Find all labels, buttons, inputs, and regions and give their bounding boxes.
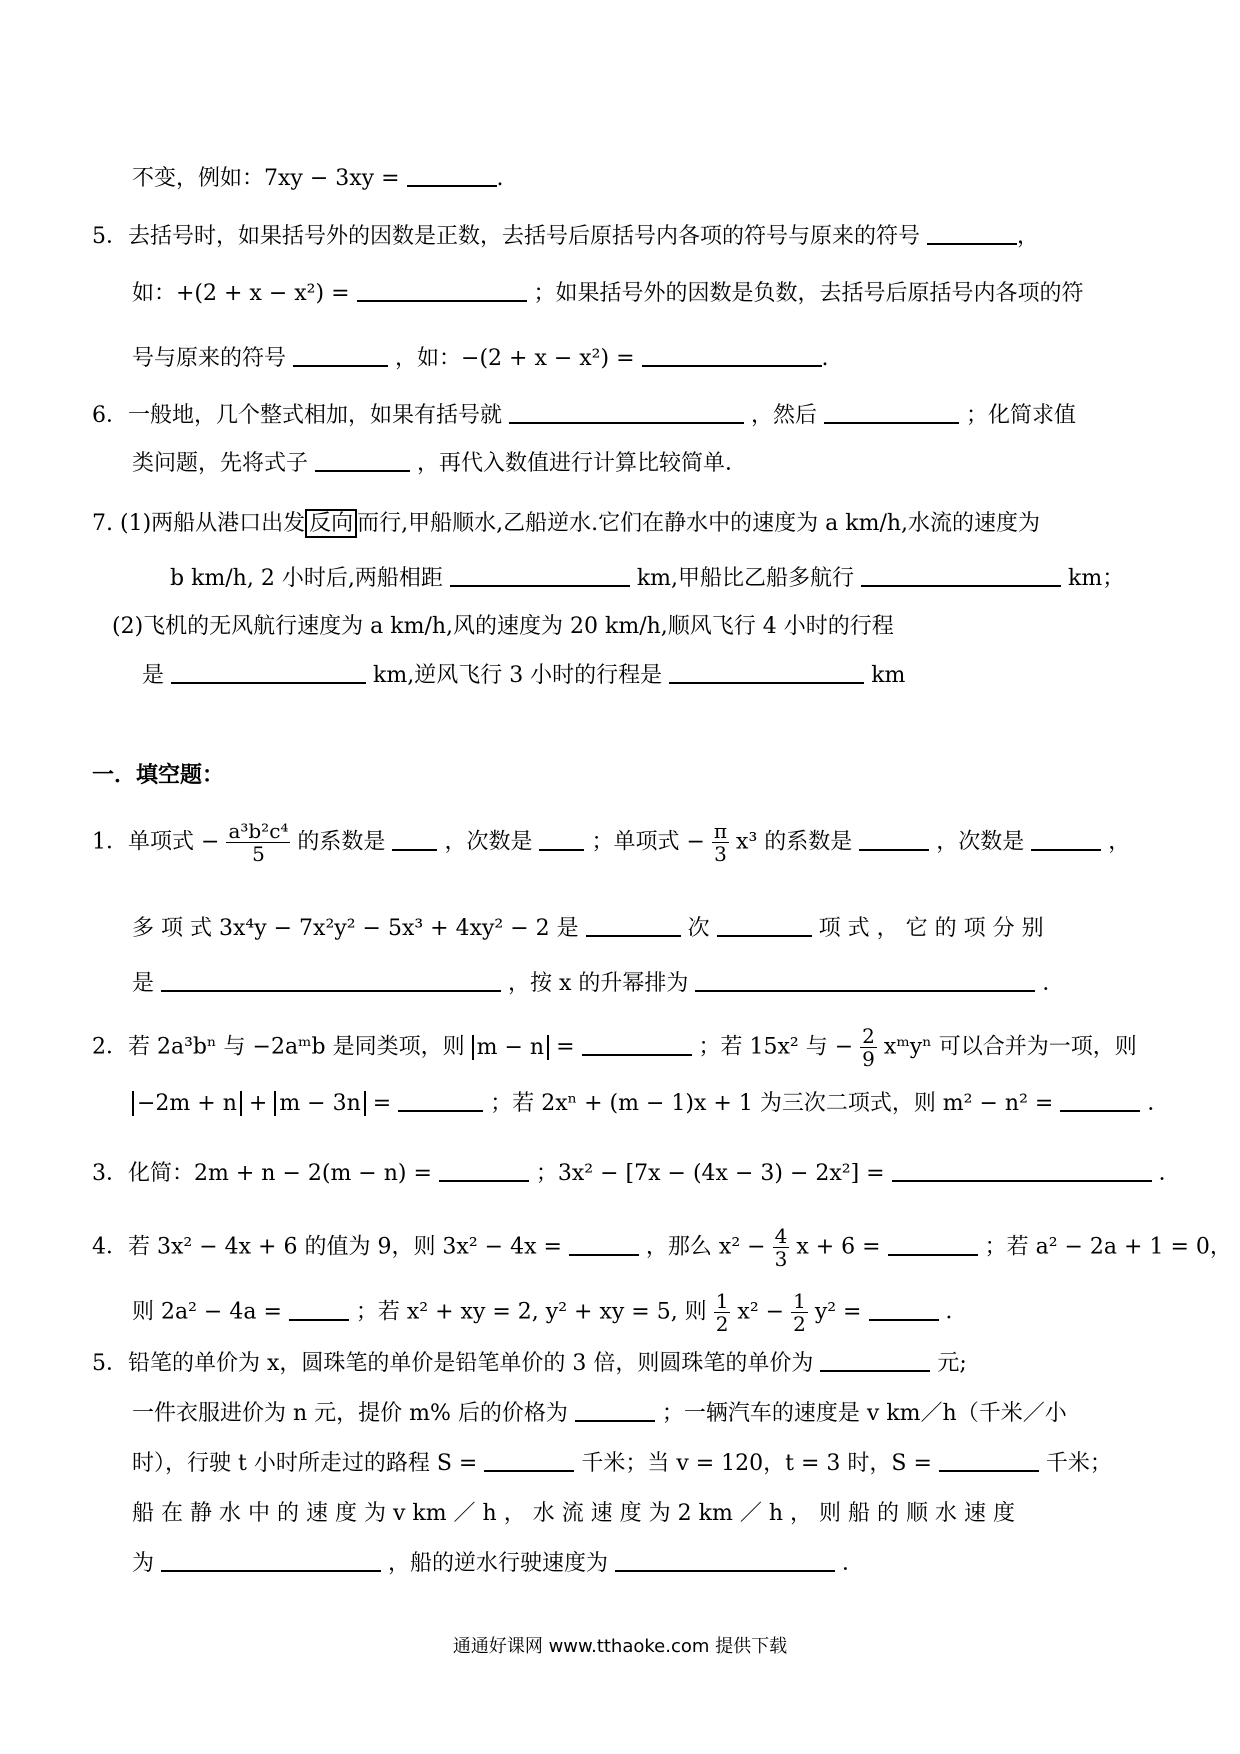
fraction	[860, 1025, 877, 1070]
q-text: ．	[1158, 1161, 1181, 1186]
answer-blank[interactable]	[161, 970, 501, 992]
q-text: 次	[687, 916, 710, 941]
q-text: 的系数是	[297, 829, 386, 855]
fraction-numerator: 4	[774, 1224, 788, 1248]
q-text: ；若 2xⁿ + (m − 1)x + 1 为三次二项式，则 m² − n² =	[490, 1091, 1054, 1116]
fraction-numerator: 2	[862, 1024, 875, 1048]
question-4-line-2	[132, 1290, 968, 1335]
q-text: ；若 a² − 2a + 1 = 0，	[984, 1234, 1232, 1260]
q-text: ，次数是	[936, 829, 1025, 855]
q-text: ，次数是	[444, 829, 533, 855]
q-text: ．	[945, 1299, 968, 1325]
fraction-numerator: 1	[715, 1289, 729, 1313]
q-text: 1．单项式 −	[92, 829, 220, 855]
answer-blank[interactable]	[484, 1450, 574, 1472]
q-text: x + 6 =	[796, 1234, 881, 1260]
text-line	[92, 510, 1040, 538]
line-text: ；如果括号外的因数是负数，去括号后原括号内各项的符	[533, 281, 1084, 306]
answer-blank[interactable]	[615, 1550, 835, 1572]
answer-blank[interactable]	[939, 1450, 1039, 1472]
question-1-line-1	[92, 820, 1130, 865]
answer-blank[interactable]	[569, 1234, 639, 1256]
answer-blank[interactable]	[582, 1034, 692, 1056]
q-text: ．	[1042, 971, 1065, 996]
q-text: ；若 15x² 与 −	[698, 1034, 854, 1060]
fraction	[791, 1290, 808, 1335]
fraction	[773, 1225, 790, 1270]
question-5-line-5	[132, 1550, 864, 1578]
answer-blank[interactable]	[869, 1299, 939, 1321]
answer-blank[interactable]	[161, 1550, 381, 1572]
question-5-line-3	[132, 1450, 1112, 1478]
q-text: ；3x² − [7x − (4x − 3) − 2x²] =	[535, 1161, 885, 1186]
fraction	[714, 1290, 731, 1335]
q-text: +	[248, 1091, 268, 1116]
fraction	[712, 820, 729, 865]
q-text: ，	[1108, 829, 1131, 855]
absolute-value: m − 3n	[274, 1091, 365, 1116]
q-text: 一件衣服进价为 n 元，提价 m% 后的价格为	[132, 1401, 568, 1426]
answer-blank[interactable]	[357, 280, 527, 302]
answer-blank[interactable]	[824, 402, 959, 424]
q-text: =	[372, 1091, 392, 1116]
question-1-line-3	[132, 970, 1064, 998]
fraction-numerator: a³b²c⁴	[228, 819, 289, 843]
question-2-line-2	[132, 1090, 1169, 1118]
absolute-value: m − n	[472, 1035, 549, 1060]
text-line	[132, 280, 1084, 308]
q-text: 5．铅笔的单价为 x，圆珠笔的单价是铅笔单价的 3 倍，则圆珠笔的单价为	[92, 1351, 814, 1376]
line-text: km,甲船比乙船多航行	[636, 566, 855, 591]
line-text: 号与原来的符号	[132, 346, 287, 371]
q-text: x² −	[737, 1299, 785, 1325]
answer-blank[interactable]	[892, 1160, 1152, 1182]
question-5-line-4	[132, 1500, 1015, 1528]
q-text: 项 式 ， 它 的 项 分 别	[818, 916, 1044, 941]
question-5-line-2	[132, 1400, 1067, 1428]
line-text: 5．去括号时，如果括号外的因数是正数，去括号后原括号内各项的符号与原来的符号	[92, 224, 920, 249]
answer-blank[interactable]	[927, 223, 1017, 245]
answer-blank[interactable]	[1031, 829, 1101, 851]
question-2-line-1	[92, 1025, 1137, 1070]
answer-blank[interactable]	[315, 450, 410, 472]
answer-blank[interactable]	[888, 1234, 978, 1256]
answer-blank[interactable]	[392, 829, 437, 851]
answer-blank[interactable]	[1060, 1090, 1140, 1112]
line-text: 而行,甲船顺水,乙船逆水.它们在静水中的速度为 a km/h,水流的速度为	[357, 511, 1041, 536]
answer-blank[interactable]	[695, 970, 1035, 992]
text-line	[142, 662, 905, 690]
answer-blank[interactable]	[539, 829, 584, 851]
q-text: y² =	[814, 1299, 862, 1325]
q-text: =	[556, 1034, 575, 1060]
q-text: 船 在 静 水 中 的 速 度 为 v km ／ h ， 水 流 速 度 为 2 km ／ h ， 则 船 的 顺 水 速 度	[132, 1501, 1015, 1526]
text-line	[132, 450, 747, 478]
question-3-line-1	[92, 1160, 1181, 1188]
line-text: ，再代入数值进行计算比较简单．	[417, 451, 748, 476]
q-text: x³ 的系数是	[736, 829, 853, 855]
q-text: 千米；	[1045, 1451, 1112, 1476]
q-text: ；单项式 −	[591, 829, 705, 855]
q-text: ，那么 x² −	[645, 1234, 766, 1260]
fraction-denominator: 2	[793, 1312, 806, 1336]
answer-blank[interactable]	[642, 345, 822, 367]
text-line	[112, 613, 894, 641]
text-line: 5．去括号时，如果括号外的因数是正数，去括号后原括号内各项的符号与原来的符号 ，	[92, 224, 1040, 249]
answer-blank[interactable]	[859, 829, 929, 851]
answer-blank[interactable]	[820, 1350, 930, 1372]
text-line: 不变，例如：7xy − 3xy = .	[132, 166, 504, 191]
answer-blank[interactable]	[669, 662, 864, 684]
question-5-line-1	[92, 1350, 967, 1378]
q-text: 4．若 3x² − 4x + 6 的值为 9，则 3x² − 4x =	[92, 1234, 562, 1260]
answer-blank[interactable]	[398, 1090, 483, 1112]
answer-blank[interactable]	[407, 165, 497, 187]
fraction-numerator: 1	[793, 1289, 806, 1313]
q-text: 元;	[937, 1351, 967, 1376]
q-text: 3．化简：2m + n − 2(m − n) =	[92, 1161, 432, 1186]
question-1-line-2	[132, 915, 1044, 943]
answer-blank[interactable]	[439, 1160, 529, 1182]
line-text: km；	[1068, 566, 1125, 591]
answer-blank[interactable]	[586, 915, 681, 937]
fraction-numerator: π	[713, 819, 728, 843]
q-text: ，按 x 的升幂排为	[508, 971, 689, 996]
answer-blank[interactable]	[171, 662, 366, 684]
line-text: km,逆风飞行 3 小时的行程是	[373, 663, 663, 688]
fraction-denominator: 3	[774, 1247, 788, 1271]
fraction-denominator: 5	[252, 842, 265, 866]
answer-blank[interactable]	[293, 345, 388, 367]
q-text: 时），行驶 t 小时所走过的路程 S =	[132, 1451, 478, 1476]
line-text: km	[871, 663, 906, 688]
text-line	[92, 402, 1076, 430]
line-text: (2)飞机的无风航行速度为 a km/h,风的速度为 20 km/h,顺风飞行 4 小时的行程	[112, 614, 894, 639]
q-text: ．	[842, 1551, 865, 1576]
section-title: 一．填空题：	[92, 763, 225, 788]
q-text: ，船的逆水行驶速度为	[388, 1551, 609, 1576]
text-line: 号与原来的符号 ，如：−(2 + x − x²) = .	[132, 346, 829, 371]
q-text: ．	[1147, 1091, 1170, 1116]
question-4-line-1	[92, 1225, 1232, 1270]
q-text: ；一辆汽车的速度是 v km／h（千米／小	[661, 1401, 1067, 1426]
page-footer: 通通好课网 www.tthaoke.com 提供下载	[452, 1636, 788, 1657]
answer-blank[interactable]	[861, 565, 1061, 587]
fraction-denominator: 3	[714, 842, 727, 866]
answer-blank[interactable]	[509, 402, 744, 424]
line-text: ；化简求值	[966, 403, 1077, 428]
answer-blank[interactable]	[289, 1299, 349, 1321]
q-text: 千米；当 v = 120，t = 3 时，S =	[581, 1451, 932, 1476]
q-text: 多 项 式 3x⁴y − 7x²y² − 5x³ + 4xy² − 2 是	[132, 916, 579, 941]
text-line	[170, 565, 1124, 593]
line-text: 类问题，先将式子	[132, 451, 309, 476]
fraction-denominator: 2	[715, 1312, 729, 1336]
absolute-value: −2m + n	[132, 1091, 242, 1116]
q-text: xᵐyⁿ 可以合并为一项，则	[883, 1034, 1137, 1060]
line-text: 如：+(2 + x − x²) =	[132, 281, 350, 306]
answer-blank[interactable]	[575, 1400, 655, 1422]
boxed-word: 反向	[305, 509, 357, 538]
line-text: 是	[142, 663, 165, 688]
line-text: ，然后	[751, 403, 818, 428]
q-text: 是	[132, 971, 155, 996]
line-text: b km/h, 2 小时后,两船相距	[170, 566, 443, 591]
line-text: 6．一般地，几个整式相加，如果有括号就	[92, 403, 502, 428]
q-text: 2．若 2a³bⁿ 与 −2aᵐb 是同类项，则	[92, 1034, 465, 1060]
q-text: 则 2a² − 4a =	[132, 1299, 282, 1325]
fraction	[226, 820, 290, 865]
answer-blank[interactable]	[717, 915, 812, 937]
line-text: 7. (1)两船从港口出发	[92, 511, 306, 536]
answer-blank[interactable]	[450, 565, 630, 587]
q-text: ；若 x² + xy = 2, y² + xy = 5, 则	[355, 1299, 707, 1325]
line-text: ，如：−(2 + x − x²) =	[395, 346, 635, 371]
line-text: 不变，例如：7xy − 3xy =	[132, 166, 400, 191]
q-text: 为	[132, 1551, 155, 1576]
fraction-denominator: 9	[862, 1047, 875, 1071]
